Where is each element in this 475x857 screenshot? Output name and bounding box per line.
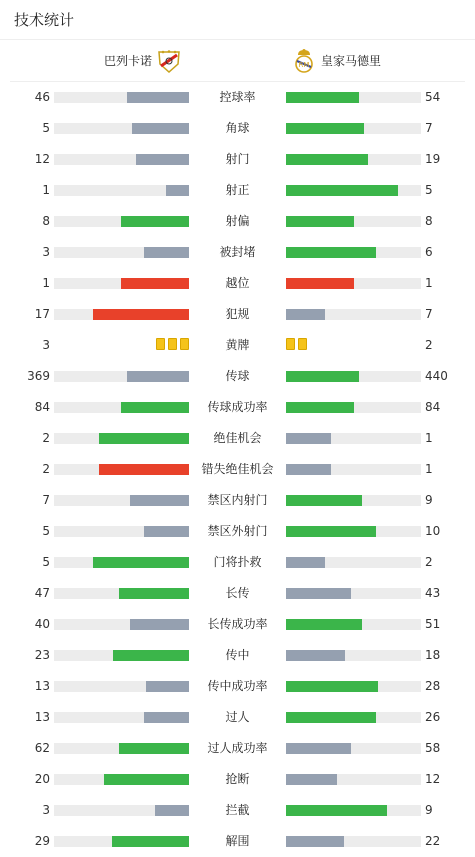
yellow-card-icon xyxy=(298,338,307,350)
stat-row xyxy=(0,299,475,330)
away-bar-track xyxy=(286,216,421,227)
away-value: 58 xyxy=(425,741,441,755)
stat-label: 长传 xyxy=(225,586,250,600)
home-value: 2 xyxy=(42,431,50,445)
stat-row xyxy=(0,547,475,578)
stat-label: 射门 xyxy=(225,152,250,166)
away-bar-track xyxy=(286,650,421,661)
away-value: 51 xyxy=(425,617,441,631)
away-value: 8 xyxy=(425,214,433,228)
away-value: 5 xyxy=(425,183,433,197)
home-bar-fill xyxy=(99,464,189,475)
section-title: 技术统计 xyxy=(14,11,75,29)
stat-row xyxy=(0,361,475,392)
stat-row xyxy=(0,516,475,547)
stat-label: 黄牌 xyxy=(225,338,250,352)
away-value: 6 xyxy=(425,245,433,259)
away-bar-track xyxy=(286,433,421,444)
stat-row xyxy=(0,640,475,671)
away-value: 19 xyxy=(425,152,441,166)
home-value: 29 xyxy=(34,834,50,848)
away-bar-track xyxy=(286,805,421,816)
away-value: 54 xyxy=(425,90,441,104)
home-bar-track xyxy=(54,123,189,134)
stat-row xyxy=(0,609,475,640)
away-bar-track xyxy=(286,712,421,723)
away-bar-track xyxy=(286,371,421,382)
stat-label: 错失绝佳机会 xyxy=(201,462,274,476)
stat-row xyxy=(0,671,475,702)
away-bar-fill xyxy=(286,371,359,382)
stat-label: 过人 xyxy=(225,710,250,724)
home-value: 40 xyxy=(34,617,50,631)
away-bar-track xyxy=(286,681,421,692)
stat-label: 解围 xyxy=(225,834,250,848)
stat-label: 拦截 xyxy=(225,803,250,817)
home-bar-track xyxy=(54,557,189,568)
away-value: 1 xyxy=(425,462,433,476)
home-bar-track xyxy=(54,836,189,847)
away-value: 1 xyxy=(425,276,433,290)
away-team[interactable] xyxy=(291,40,381,81)
away-bar-track xyxy=(286,278,421,289)
home-bar-fill xyxy=(99,433,189,444)
away-value: 10 xyxy=(425,524,441,538)
home-bar-fill xyxy=(130,619,189,630)
away-value: 22 xyxy=(425,834,441,848)
home-value: 13 xyxy=(34,710,50,724)
stat-row xyxy=(0,237,475,268)
home-bar-track xyxy=(54,247,189,258)
home-value: 12 xyxy=(34,152,50,166)
home-bar-fill xyxy=(132,123,189,134)
away-value: 440 xyxy=(425,369,448,383)
stat-row xyxy=(0,764,475,795)
home-value: 13 xyxy=(34,679,50,693)
away-bar-track xyxy=(286,185,421,196)
away-bar-fill xyxy=(286,619,362,630)
away-bar-track xyxy=(286,464,421,475)
rayo-vallecano-crest-icon xyxy=(156,48,182,74)
home-bar-fill xyxy=(127,371,189,382)
home-bar-track xyxy=(54,495,189,506)
away-value: 1 xyxy=(425,431,433,445)
home-bar-fill xyxy=(144,712,189,723)
home-value: 3 xyxy=(42,338,50,352)
real-madrid-crest-icon xyxy=(291,48,317,74)
away-value: 28 xyxy=(425,679,441,693)
home-bar-track xyxy=(54,743,189,754)
stat-label: 禁区外射门 xyxy=(207,524,268,538)
stats-list xyxy=(0,82,475,857)
home-bar-track xyxy=(54,805,189,816)
home-bar-track xyxy=(54,92,189,103)
away-bar-fill xyxy=(286,650,345,661)
section-header xyxy=(0,0,475,40)
home-bar-fill xyxy=(166,185,189,196)
away-bar-fill xyxy=(286,216,354,227)
stat-label: 射偏 xyxy=(225,214,250,228)
away-value: 7 xyxy=(425,121,433,135)
yellow-card-icon xyxy=(286,338,295,350)
home-bar-fill xyxy=(113,650,189,661)
yellow-card-icon xyxy=(180,338,189,350)
home-bar-fill xyxy=(144,526,189,537)
home-value: 47 xyxy=(34,586,50,600)
stat-label: 禁区内射门 xyxy=(207,493,268,507)
stat-label: 门将扑救 xyxy=(213,555,262,569)
away-bar-fill xyxy=(286,309,325,320)
away-bar-fill xyxy=(286,402,354,413)
home-bar-fill xyxy=(112,836,189,847)
away-bar-fill xyxy=(286,681,378,692)
stat-row xyxy=(0,113,475,144)
stat-label: 控球率 xyxy=(219,90,256,104)
home-bar-fill xyxy=(121,278,189,289)
home-bar-track xyxy=(54,681,189,692)
away-bar-fill xyxy=(286,805,387,816)
away-bar-track xyxy=(286,402,421,413)
home-value: 3 xyxy=(42,803,50,817)
away-bar-track xyxy=(286,123,421,134)
away-value: 12 xyxy=(425,772,441,786)
home-value: 5 xyxy=(42,121,50,135)
stat-row xyxy=(0,702,475,733)
home-value: 369 xyxy=(27,369,50,383)
home-value: 3 xyxy=(42,245,50,259)
home-value: 5 xyxy=(42,524,50,538)
away-bar-track xyxy=(286,309,421,320)
away-team-name: 皇家马德里 xyxy=(321,54,382,68)
away-bar-fill xyxy=(286,433,331,444)
home-bar-fill xyxy=(136,154,189,165)
home-bar-fill xyxy=(119,588,189,599)
stat-row xyxy=(0,423,475,454)
stat-label: 越位 xyxy=(225,276,250,290)
stat-row xyxy=(0,454,475,485)
home-value: 23 xyxy=(34,648,50,662)
teams-header xyxy=(10,40,465,82)
away-bar-fill xyxy=(286,278,354,289)
stat-row xyxy=(0,485,475,516)
away-bar-track xyxy=(286,588,421,599)
away-bar-fill xyxy=(286,495,362,506)
away-value: 43 xyxy=(425,586,441,600)
home-bar-track xyxy=(54,619,189,630)
away-value: 18 xyxy=(425,648,441,662)
stat-label: 角球 xyxy=(225,121,250,135)
stat-label: 绝佳机会 xyxy=(213,431,262,445)
away-value: 9 xyxy=(425,493,433,507)
stat-label: 射正 xyxy=(225,183,250,197)
home-bar-fill xyxy=(144,247,189,258)
away-yellow-cards xyxy=(286,338,307,351)
stat-label: 传球 xyxy=(225,369,250,383)
home-bar-track xyxy=(54,216,189,227)
stat-label: 传球成功率 xyxy=(207,400,268,414)
stat-row xyxy=(0,175,475,206)
home-bar-track xyxy=(54,278,189,289)
home-team-name: 巴列卡诺 xyxy=(103,54,152,68)
stat-row xyxy=(0,330,475,361)
stat-label: 传中成功率 xyxy=(207,679,268,693)
home-bar-track xyxy=(54,154,189,165)
home-bar-track xyxy=(54,526,189,537)
away-bar-track xyxy=(286,619,421,630)
away-bar-track xyxy=(286,774,421,785)
yellow-card-icon xyxy=(168,338,177,350)
home-bar-track xyxy=(54,185,189,196)
home-value: 17 xyxy=(34,307,50,321)
home-value: 1 xyxy=(42,276,50,290)
home-value: 2 xyxy=(42,462,50,476)
away-bar-fill xyxy=(286,588,351,599)
home-bar-track xyxy=(54,402,189,413)
home-bar-fill xyxy=(104,774,189,785)
home-bar-track xyxy=(54,588,189,599)
home-value: 46 xyxy=(34,90,50,104)
away-value: 7 xyxy=(425,307,433,321)
away-bar-track xyxy=(286,247,421,258)
away-bar-fill xyxy=(286,712,376,723)
home-value: 1 xyxy=(42,183,50,197)
home-bar-track xyxy=(54,464,189,475)
home-bar-track xyxy=(54,371,189,382)
away-bar-track xyxy=(286,92,421,103)
away-bar-fill xyxy=(286,154,368,165)
home-value: 5 xyxy=(42,555,50,569)
away-bar-track xyxy=(286,836,421,847)
home-value: 62 xyxy=(34,741,50,755)
home-bar-fill xyxy=(121,402,189,413)
home-bar-fill xyxy=(127,92,189,103)
away-bar-fill xyxy=(286,774,337,785)
stat-row xyxy=(0,268,475,299)
home-bar-track xyxy=(54,712,189,723)
away-value: 84 xyxy=(425,400,441,414)
stat-row xyxy=(0,392,475,423)
away-bar-track xyxy=(286,495,421,506)
home-team[interactable] xyxy=(104,40,182,81)
home-value: 7 xyxy=(42,493,50,507)
away-bar-fill xyxy=(286,464,331,475)
home-bar-fill xyxy=(119,743,189,754)
away-bar-fill xyxy=(286,92,359,103)
stat-row xyxy=(0,733,475,764)
stat-row xyxy=(0,795,475,826)
stat-row xyxy=(0,82,475,113)
stat-label: 传中 xyxy=(225,648,250,662)
stat-label: 长传成功率 xyxy=(207,617,268,631)
stat-label: 抢断 xyxy=(225,772,250,786)
stat-label: 被封堵 xyxy=(219,245,256,259)
home-bar-fill xyxy=(146,681,189,692)
home-bar-track xyxy=(54,309,189,320)
away-value: 26 xyxy=(425,710,441,724)
away-value: 2 xyxy=(425,338,433,352)
stat-row xyxy=(0,206,475,237)
home-value: 8 xyxy=(42,214,50,228)
stat-row xyxy=(0,144,475,175)
home-bar-track xyxy=(54,433,189,444)
svg-text:RM: RM xyxy=(298,60,310,69)
away-value: 9 xyxy=(425,803,433,817)
home-bar-fill xyxy=(93,557,189,568)
home-bar-fill xyxy=(121,216,189,227)
away-bar-track xyxy=(286,154,421,165)
home-bar-track xyxy=(54,774,189,785)
away-bar-fill xyxy=(286,247,376,258)
away-bar-fill xyxy=(286,185,398,196)
home-bar-track xyxy=(54,650,189,661)
home-value: 84 xyxy=(34,400,50,414)
home-bar-fill xyxy=(93,309,189,320)
away-bar-fill xyxy=(286,743,351,754)
stat-label: 犯规 xyxy=(225,307,250,321)
away-bar-track xyxy=(286,557,421,568)
away-bar-track xyxy=(286,526,421,537)
stat-label: 过人成功率 xyxy=(207,741,268,755)
away-bar-fill xyxy=(286,526,376,537)
away-bar-track xyxy=(286,743,421,754)
home-bar-fill xyxy=(130,495,189,506)
away-bar-fill xyxy=(286,557,325,568)
home-value: 20 xyxy=(34,772,50,786)
home-bar-fill xyxy=(155,805,189,816)
away-value: 2 xyxy=(425,555,433,569)
stat-row xyxy=(0,826,475,857)
home-yellow-cards xyxy=(156,338,189,351)
away-bar-fill xyxy=(286,123,364,134)
stat-row xyxy=(0,578,475,609)
away-bar-fill xyxy=(286,836,344,847)
yellow-card-icon xyxy=(156,338,165,350)
